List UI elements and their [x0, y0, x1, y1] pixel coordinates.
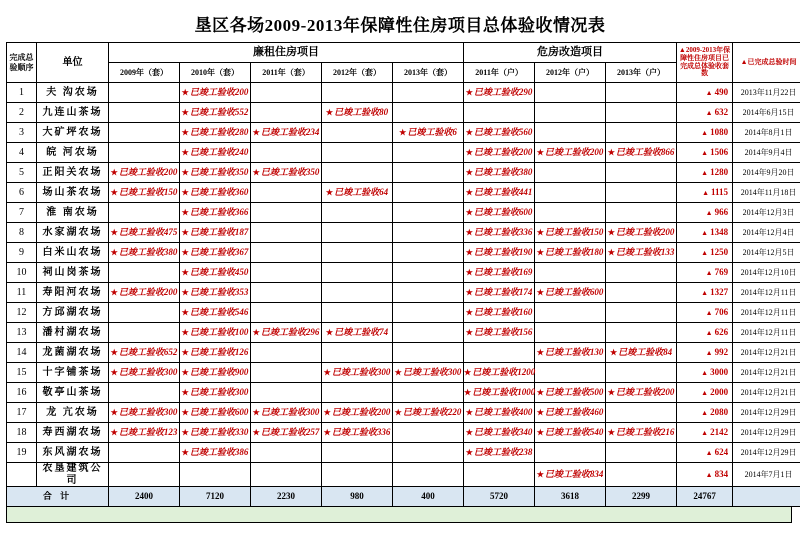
danger-cell-2: [606, 323, 677, 343]
row-index: 12: [7, 303, 37, 323]
danger-cell-1: [535, 163, 606, 183]
danger-cell-1: ★已竣工验收540: [535, 423, 606, 443]
table-row: [7, 83, 800, 103]
header-total: ▲2009-2013年保障性住房项目已完成总体验收套数: [677, 43, 733, 83]
header-danger-year-0: 2011年（户）: [464, 63, 535, 83]
danger-cell-0: ★已竣工验收380: [464, 163, 535, 183]
rent-cell-1: ★已竣工验收360: [180, 183, 251, 203]
rent-cell-1: ★已竣工验收187: [180, 223, 251, 243]
date-cell: 2014年12月3日: [733, 203, 800, 223]
rent-cell-3: [322, 263, 393, 283]
rent-cell-4: [393, 223, 464, 243]
row-index: 3: [7, 123, 37, 143]
danger-cell-1: [535, 263, 606, 283]
date-cell: 2014年12月11日: [733, 323, 800, 343]
total-cell: ▲ 626: [677, 323, 733, 343]
total-cell: ▲ 1080: [677, 123, 733, 143]
danger-cell-2: [606, 443, 677, 463]
danger-cell-0: ★已竣工验收190: [464, 243, 535, 263]
rent-cell-2: [251, 103, 322, 123]
unit-name: 祠山岗茶场: [37, 263, 109, 283]
date-cell: 2014年12月11日: [733, 303, 800, 323]
unit-name: 龙菌湖农场: [37, 343, 109, 363]
danger-cell-0: ★已竣工验收441: [464, 183, 535, 203]
header-rent-year-3: 2012年（套）: [322, 63, 393, 83]
totals-rent-2: 2230: [251, 487, 322, 507]
rent-cell-0: ★已竣工验收200: [109, 163, 180, 183]
rent-cell-4: [393, 163, 464, 183]
table-row: [7, 183, 800, 203]
danger-cell-0: ★已竣工验收200: [464, 143, 535, 163]
unit-name: 农垦建筑公司: [37, 463, 109, 487]
total-cell: ▲ 1115: [677, 183, 733, 203]
rent-cell-2: ★已竣工验收296: [251, 323, 322, 343]
rent-cell-3: [322, 243, 393, 263]
rent-cell-2: [251, 383, 322, 403]
rent-cell-2: [251, 203, 322, 223]
danger-cell-2: ★已竣工验收133: [606, 243, 677, 263]
total-cell: ▲ 632: [677, 103, 733, 123]
rent-cell-0: [109, 323, 180, 343]
rent-cell-1: [180, 463, 251, 487]
table-row: [7, 103, 800, 123]
danger-cell-2: [606, 263, 677, 283]
rent-cell-1: ★已竣工验收100: [180, 323, 251, 343]
total-cell: ▲ 1506: [677, 143, 733, 163]
danger-cell-0: [464, 103, 535, 123]
danger-cell-2: [606, 203, 677, 223]
rent-cell-4: [393, 103, 464, 123]
header-date: ▲已完成总验时间: [733, 43, 800, 83]
danger-cell-0: ★已竣工验收156: [464, 323, 535, 343]
header-group-rent: 廉租住房项目: [109, 43, 464, 63]
table-row: [7, 123, 800, 143]
rent-cell-2: [251, 223, 322, 243]
total-cell: ▲ 834: [677, 463, 733, 487]
table-row: [7, 463, 800, 487]
date-cell: 2014年12月29日: [733, 423, 800, 443]
rent-cell-1: ★已竣工验收450: [180, 263, 251, 283]
rent-cell-4: [393, 303, 464, 323]
table-row: [7, 143, 800, 163]
rent-cell-3: ★已竣工验收200: [322, 403, 393, 423]
rent-cell-2: [251, 143, 322, 163]
unit-name: 寿阳河农场: [37, 283, 109, 303]
rent-cell-0: ★已竣工验收200: [109, 283, 180, 303]
rent-cell-0: ★已竣工验收475: [109, 223, 180, 243]
total-cell: ▲ 2080: [677, 403, 733, 423]
rent-cell-0: [109, 143, 180, 163]
table-row: [7, 403, 800, 423]
row-index: 6: [7, 183, 37, 203]
table-row: [7, 163, 800, 183]
row-index: 9: [7, 243, 37, 263]
rent-cell-3: [322, 203, 393, 223]
total-cell: ▲ 2142: [677, 423, 733, 443]
danger-cell-2: [606, 83, 677, 103]
danger-cell-1: [535, 363, 606, 383]
danger-cell-0: ★已竣工验收340: [464, 423, 535, 443]
date-cell: 2014年8月1日: [733, 123, 800, 143]
rent-cell-2: ★已竣工验收350: [251, 163, 322, 183]
danger-cell-0: ★已竣工验收169: [464, 263, 535, 283]
danger-cell-2: [606, 123, 677, 143]
date-cell: 2013年11月22日: [733, 83, 800, 103]
rent-cell-2: [251, 443, 322, 463]
rent-cell-0: ★已竣工验收300: [109, 363, 180, 383]
unit-name: 白米山农场: [37, 243, 109, 263]
date-cell: 2014年12月21日: [733, 343, 800, 363]
rent-cell-3: ★已竣工验收80: [322, 103, 393, 123]
rent-cell-4: [393, 443, 464, 463]
rent-cell-3: [322, 463, 393, 487]
danger-cell-2: [606, 183, 677, 203]
date-cell: 2014年9月4日: [733, 143, 800, 163]
row-index: 13: [7, 323, 37, 343]
rent-cell-0: [109, 303, 180, 323]
danger-cell-1: [535, 323, 606, 343]
danger-cell-1: ★已竣工验收130: [535, 343, 606, 363]
totals-danger-2: 2299: [606, 487, 677, 507]
date-cell: 2014年12月29日: [733, 443, 800, 463]
total-cell: ▲ 490: [677, 83, 733, 103]
rent-cell-4: [393, 183, 464, 203]
rent-cell-4: [393, 203, 464, 223]
rent-cell-4: ★已竣工验收6: [393, 123, 464, 143]
row-index: 19: [7, 443, 37, 463]
unit-name: 水家湖农场: [37, 223, 109, 243]
danger-cell-1: ★已竣工验收180: [535, 243, 606, 263]
header-rent-year-0: 2009年（套）: [109, 63, 180, 83]
date-cell: 2014年7月1日: [733, 463, 800, 487]
danger-cell-1: ★已竣工验收600: [535, 283, 606, 303]
rent-cell-0: [109, 103, 180, 123]
rent-cell-1: ★已竣工验收126: [180, 343, 251, 363]
rent-cell-0: [109, 443, 180, 463]
row-index: 1: [7, 83, 37, 103]
table-row: [7, 363, 800, 383]
danger-cell-0: ★已竣工验收1000: [464, 383, 535, 403]
rent-cell-1: ★已竣工验收600: [180, 403, 251, 423]
danger-cell-2: ★已竣工验收200: [606, 383, 677, 403]
total-cell: ▲ 1348: [677, 223, 733, 243]
rent-cell-2: [251, 343, 322, 363]
table-body: [7, 83, 800, 507]
rent-cell-2: [251, 183, 322, 203]
rent-cell-0: [109, 463, 180, 487]
table-row: [7, 223, 800, 243]
rent-cell-2: [251, 243, 322, 263]
danger-cell-0: ★已竣工验收174: [464, 283, 535, 303]
row-index: 17: [7, 403, 37, 423]
unit-name: 大矿坪农场: [37, 123, 109, 143]
rent-cell-3: [322, 163, 393, 183]
totals-rent-1: 7120: [180, 487, 251, 507]
total-cell: ▲ 624: [677, 443, 733, 463]
danger-cell-1: ★已竣工验收834: [535, 463, 606, 487]
row-index: 4: [7, 143, 37, 163]
danger-cell-0: ★已竣工验收290: [464, 83, 535, 103]
total-cell: ▲ 1250: [677, 243, 733, 263]
rent-cell-3: [322, 83, 393, 103]
danger-cell-1: ★已竣工验收200: [535, 143, 606, 163]
row-index: [7, 463, 37, 487]
danger-cell-0: ★已竣工验收560: [464, 123, 535, 143]
rent-cell-0: [109, 83, 180, 103]
unit-name: 皖 河农场: [37, 143, 109, 163]
row-index: 8: [7, 223, 37, 243]
totals-row: [7, 487, 800, 507]
rent-cell-2: ★已竣工验收234: [251, 123, 322, 143]
rent-cell-3: ★已竣工验收336: [322, 423, 393, 443]
date-cell: 2014年12月5日: [733, 243, 800, 263]
totals-date: [733, 487, 800, 507]
danger-cell-1: [535, 103, 606, 123]
rent-cell-3: [322, 303, 393, 323]
rent-cell-3: [322, 443, 393, 463]
row-index: 7: [7, 203, 37, 223]
date-cell: 2014年11月18日: [733, 183, 800, 203]
rent-cell-4: [393, 283, 464, 303]
rent-cell-4: [393, 143, 464, 163]
rent-cell-3: [322, 383, 393, 403]
danger-cell-2: [606, 303, 677, 323]
date-cell: 2014年6月15日: [733, 103, 800, 123]
totals-rent-4: 400: [393, 487, 464, 507]
unit-name: 九连山茶场: [37, 103, 109, 123]
table-row: [7, 303, 800, 323]
table-row: [7, 283, 800, 303]
danger-cell-0: ★已竣工验收400: [464, 403, 535, 423]
total-cell: ▲ 1280: [677, 163, 733, 183]
rent-cell-4: [393, 423, 464, 443]
rent-cell-1: ★已竣工验收552: [180, 103, 251, 123]
rent-cell-1: ★已竣工验收240: [180, 143, 251, 163]
table-row: [7, 243, 800, 263]
rent-cell-3: [322, 283, 393, 303]
danger-cell-1: [535, 303, 606, 323]
rent-cell-1: ★已竣工验收367: [180, 243, 251, 263]
danger-cell-2: [606, 163, 677, 183]
total-cell: ▲ 2000: [677, 383, 733, 403]
rent-cell-1: ★已竣工验收330: [180, 423, 251, 443]
danger-cell-2: [606, 403, 677, 423]
unit-name: 方邱湖农场: [37, 303, 109, 323]
danger-cell-1: [535, 123, 606, 143]
rent-cell-0: [109, 263, 180, 283]
danger-cell-2: ★已竣工验收84: [606, 343, 677, 363]
table-header-row-1: [7, 43, 800, 63]
row-index: 2: [7, 103, 37, 123]
page-title: 垦区各场2009-2013年保障性住房项目总体验收情况表: [194, 16, 606, 35]
row-index: 18: [7, 423, 37, 443]
table-row: [7, 263, 800, 283]
rent-cell-1: ★已竣工验收280: [180, 123, 251, 143]
rent-cell-0: [109, 203, 180, 223]
header-rent-year-4: 2013年（套）: [393, 63, 464, 83]
unit-name: 场山茶农场: [37, 183, 109, 203]
rent-cell-4: [393, 343, 464, 363]
rent-cell-1: ★已竣工验收300: [180, 383, 251, 403]
unit-name: 龙 亢农场: [37, 403, 109, 423]
danger-cell-1: ★已竣工验收460: [535, 403, 606, 423]
rent-cell-0: [109, 123, 180, 143]
totals-danger-1: 3618: [535, 487, 606, 507]
rent-cell-2: ★已竣工验收257: [251, 423, 322, 443]
rent-cell-2: [251, 283, 322, 303]
rent-cell-3: ★已竣工验收300: [322, 363, 393, 383]
rent-cell-4: ★已竣工验收300: [393, 363, 464, 383]
row-index: 11: [7, 283, 37, 303]
row-index: 10: [7, 263, 37, 283]
unit-name: 十字铺茶场: [37, 363, 109, 383]
unit-name: 潘村湖农场: [37, 323, 109, 343]
date-cell: 2014年12月11日: [733, 283, 800, 303]
rent-cell-4: [393, 263, 464, 283]
date-cell: 2014年12月21日: [733, 363, 800, 383]
danger-cell-2: [606, 103, 677, 123]
rent-cell-0: ★已竣工验收300: [109, 403, 180, 423]
total-cell: ▲ 769: [677, 263, 733, 283]
rent-cell-2: [251, 463, 322, 487]
total-cell: ▲ 1327: [677, 283, 733, 303]
rent-cell-4: [393, 243, 464, 263]
table-row: [7, 423, 800, 443]
rent-cell-3: ★已竣工验收74: [322, 323, 393, 343]
total-cell: ▲ 706: [677, 303, 733, 323]
danger-cell-1: [535, 183, 606, 203]
danger-cell-0: ★已竣工验收336: [464, 223, 535, 243]
rent-cell-2: [251, 363, 322, 383]
date-cell: 2014年12月21日: [733, 383, 800, 403]
danger-cell-1: ★已竣工验收500: [535, 383, 606, 403]
danger-cell-1: ★已竣工验收150: [535, 223, 606, 243]
table-row: [7, 203, 800, 223]
row-index: 15: [7, 363, 37, 383]
totals-label: 合 计: [7, 487, 109, 507]
rent-cell-4: ★已竣工验收220: [393, 403, 464, 423]
danger-cell-1: [535, 83, 606, 103]
header-rent-year-2: 2011年（套）: [251, 63, 322, 83]
rent-cell-4: [393, 463, 464, 487]
rent-cell-0: ★已竣工验收380: [109, 243, 180, 263]
rent-cell-3: ★已竣工验收64: [322, 183, 393, 203]
total-cell: ▲ 992: [677, 343, 733, 363]
danger-cell-1: [535, 203, 606, 223]
totals-rent-3: 980: [322, 487, 393, 507]
header-danger-year-2: 2013年（户）: [606, 63, 677, 83]
danger-cell-0: ★已竣工验收600: [464, 203, 535, 223]
date-cell: 2014年12月10日: [733, 263, 800, 283]
date-cell: 2014年12月29日: [733, 403, 800, 423]
rent-cell-0: ★已竣工验收123: [109, 423, 180, 443]
rent-cell-3: [322, 143, 393, 163]
header-unit: 单位: [37, 43, 109, 83]
table-row: [7, 343, 800, 363]
table-row: [7, 383, 800, 403]
totals-rent-0: 2400: [109, 487, 180, 507]
danger-cell-2: ★已竣工验收200: [606, 223, 677, 243]
danger-cell-2: ★已竣工验收216: [606, 423, 677, 443]
danger-cell-0: ★已竣工验收1200: [464, 363, 535, 383]
bottom-band: [6, 507, 792, 523]
rent-cell-0: ★已竣工验收150: [109, 183, 180, 203]
date-cell: 2014年12月4日: [733, 223, 800, 243]
row-index: 14: [7, 343, 37, 363]
rent-cell-2: ★已竣工验收300: [251, 403, 322, 423]
rent-cell-1: ★已竣工验收353: [180, 283, 251, 303]
unit-name: 敬亭山茶场: [37, 383, 109, 403]
acceptance-table: [6, 42, 800, 507]
header-index: 完成总验顺序: [7, 43, 37, 83]
header-rent-year-1: 2010年（套）: [180, 63, 251, 83]
total-cell: ▲ 3000: [677, 363, 733, 383]
danger-cell-0: [464, 343, 535, 363]
danger-cell-2: [606, 463, 677, 487]
rent-cell-1: ★已竣工验收350: [180, 163, 251, 183]
rent-cell-1: ★已竣工验收366: [180, 203, 251, 223]
table-row: [7, 443, 800, 463]
total-cell: ▲ 966: [677, 203, 733, 223]
rent-cell-3: [322, 343, 393, 363]
row-index: 5: [7, 163, 37, 183]
rent-cell-2: [251, 303, 322, 323]
rent-cell-1: ★已竣工验收546: [180, 303, 251, 323]
header-group-danger: 危房改造项目: [464, 43, 677, 63]
totals-danger-0: 5720: [464, 487, 535, 507]
danger-cell-0: ★已竣工验收238: [464, 443, 535, 463]
row-index: 16: [7, 383, 37, 403]
danger-cell-2: [606, 363, 677, 383]
table-row: [7, 323, 800, 343]
rent-cell-1: ★已竣工验收386: [180, 443, 251, 463]
rent-cell-0: ★已竣工验收652: [109, 343, 180, 363]
rent-cell-3: [322, 123, 393, 143]
unit-name: 夫 沟农场: [37, 83, 109, 103]
rent-cell-1: ★已竣工验收900: [180, 363, 251, 383]
rent-cell-4: [393, 383, 464, 403]
rent-cell-4: [393, 83, 464, 103]
danger-cell-2: ★已竣工验收866: [606, 143, 677, 163]
header-danger-year-1: 2012年（户）: [535, 63, 606, 83]
danger-cell-0: [464, 463, 535, 487]
rent-cell-3: [322, 223, 393, 243]
rent-cell-4: [393, 323, 464, 343]
danger-cell-0: ★已竣工验收160: [464, 303, 535, 323]
unit-name: 东风湖农场: [37, 443, 109, 463]
danger-cell-2: [606, 283, 677, 303]
rent-cell-0: [109, 383, 180, 403]
unit-name: 淮 南农场: [37, 203, 109, 223]
date-cell: 2014年9月20日: [733, 163, 800, 183]
totals-grand: 24767: [677, 487, 733, 507]
danger-cell-1: [535, 443, 606, 463]
rent-cell-1: ★已竣工验收200: [180, 83, 251, 103]
rent-cell-2: [251, 83, 322, 103]
unit-name: 正阳关农场: [37, 163, 109, 183]
unit-name: 寿西湖农场: [37, 423, 109, 443]
rent-cell-2: [251, 263, 322, 283]
